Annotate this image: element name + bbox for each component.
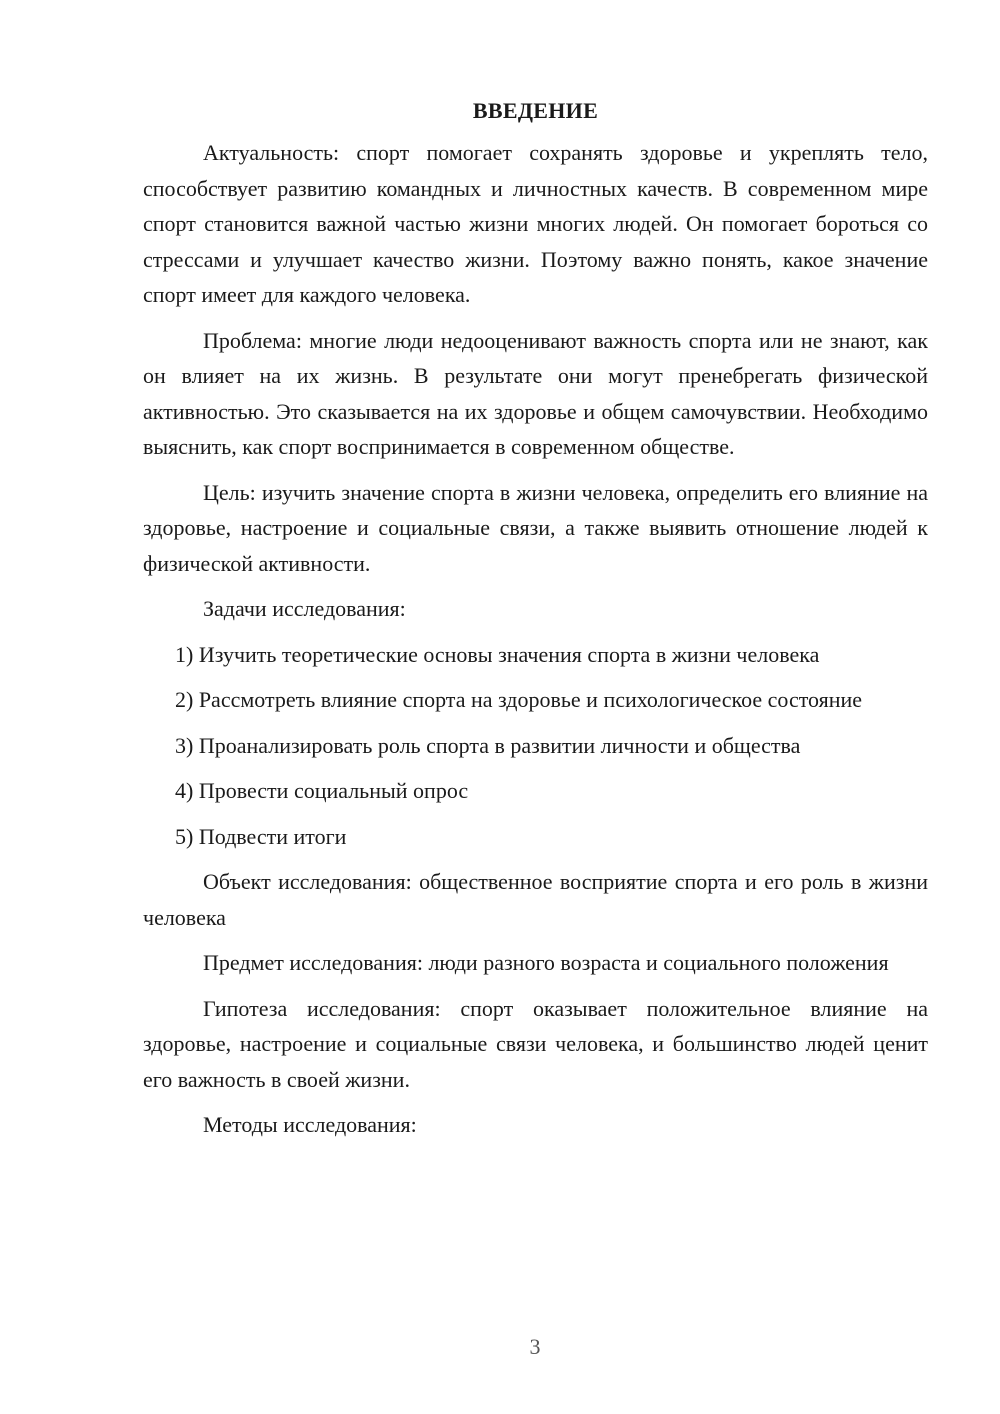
paragraph-problem: Проблема: многие люди недооценивают важность спорта или не знают, как он влияет на их жизнь. В результате они могут пренебрегать физической активностью. Это сказывается на их здоровье и общем самочувствии. Необходимо выяснить, как спорт воспринимается в современном обществе.	[143, 327, 928, 459]
list-item-task-3: 3) Проанализировать роль спорта в развитии личности и общества	[175, 732, 801, 758]
paragraph-goal: Цель: изучить значение спорта в жизни человека, определить его влияние на здоровье, настроение и социальные связи, а также выявить отношение людей к физической активности.	[143, 479, 928, 576]
list-item-task-4: 4) Провести социальный опрос	[175, 778, 469, 803]
paragraph-tasks-heading: Задачи исследования:	[203, 596, 406, 621]
list-item-task-5: 5) Подвести итоги	[175, 823, 347, 849]
paragraph-subject: Предмет исследования: люди разного возраста и социального положения	[203, 950, 889, 975]
list-item-task-2: 2) Рассмотреть влияние спорта на здоровье и психологическое состояние	[175, 687, 863, 712]
paragraph-relevance: Актуальность: спорт помогает сохранять здоровье и укреплять тело, способствует развитию командных и личностных качеств. В современном мире спорт становится важной частью жизни многих людей. Он помогает бороться со стрессами и улучшает качество жизни. Поэтому важно понять, какое значение спорт имеет для каждого человека.	[143, 140, 928, 307]
page-number: 3	[529, 1334, 541, 1359]
document-title: ВВЕДЕНИЕ	[472, 98, 599, 123]
document-page	[143, 95, 928, 1153]
paragraph-hypothesis: Гипотеза исследования: спорт оказывает положительное влияние на здоровье, настроение и социальные связи человека, и большинство людей ценит его важность в своей жизни.	[143, 995, 928, 1092]
paragraph-object: Объект исследования: общественное восприятие спорта и его роль в жизни человека	[143, 869, 928, 930]
list-item-task-1: 1) Изучить теоретические основы значения спорта в жизни человека	[175, 641, 820, 667]
paragraph-methods-heading: Методы исследования:	[203, 1112, 417, 1137]
